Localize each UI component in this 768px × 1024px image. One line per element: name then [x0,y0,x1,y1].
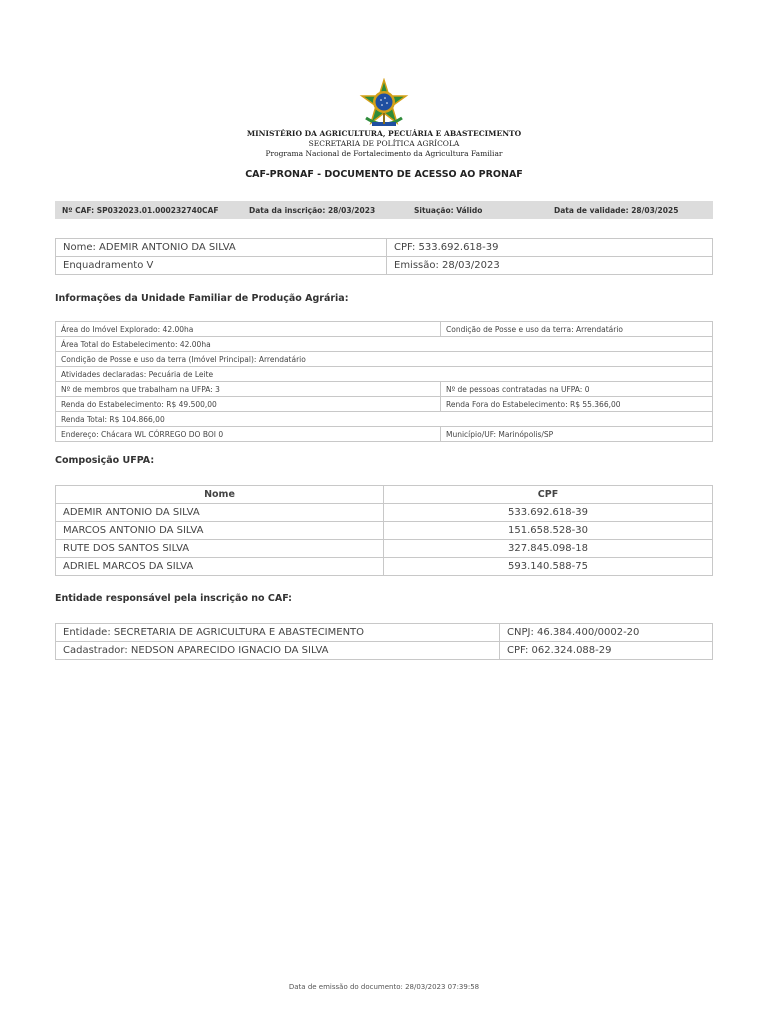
area-explored: Área do Imóvel Explorado: 42.00ha [56,322,441,337]
address: Endereço: Chácara WL CÓRREGO DO BOI 0 [56,427,441,442]
column-header-cpf: CPF [384,486,713,504]
total-income: Renda Total: R$ 104.866,00 [56,412,713,427]
info-section-title: Informações da Unidade Familiar de Produção Agrária: [55,293,349,304]
entity-name: Entidade: SECRETARIA DE AGRICULTURA E ABASTECIMENTO [56,624,500,642]
person-classification: Enquadramento V [56,257,387,275]
registrar-cpf: CPF: 062.324.088-29 [500,642,713,660]
status: Situação: Válido [414,206,483,215]
municipality: Município/UF: Marinópolis/SP [441,427,713,442]
person-table [55,238,713,275]
person-cpf: CPF: 533.692.618-39 [387,239,713,257]
working-members: Nº de membros que trabalham na UFPA: 3 [56,382,441,397]
member-name: MARCOS ANTONIO DA SILVA [56,522,384,540]
member-name: ADEMIR ANTONIO DA SILVA [56,504,384,522]
entity-cnpj: CNPJ: 46.384.400/0002-20 [500,624,713,642]
activities: Atividades declaradas: Pecuária de Leite [56,367,713,382]
program-name: Programa Nacional de Fortalecimento da Agricultura Familiar [265,149,503,158]
table-row [56,522,713,540]
ministry-name: MINISTÉRIO DA AGRICULTURA, PECUÁRIA E ABASTECIMENTO [246,129,522,138]
composition-table [55,485,713,576]
emission-footer: Data de emissão do documento: 28/03/2023 07:39:58 [288,983,480,991]
off-farm-income: Renda Fora do Estabelecimento: R$ 55.366,00 [441,397,713,412]
entity-section-title: Entidade responsável pela inscrição no CAF: [55,593,292,604]
document-title: CAF-PRONAF - DOCUMENTO DE ACESSO AO PRONAF [245,169,523,180]
person-name: Nome: ADEMIR ANTONIO DA SILVA [56,239,387,257]
table-row [56,504,713,522]
coat-of-arms-emblem [358,78,410,130]
caf-number: Nº CAF: SP032023.01.000232740CAF [62,206,219,215]
member-name: ADRIEL MARCOS DA SILVA [56,558,384,576]
farm-income: Renda do Estabelecimento: R$ 49.500,00 [56,397,441,412]
ufpa-info-table [55,321,713,442]
land-tenure: Condição de Posse e uso da terra: Arrendatário [441,322,713,337]
hired-people: Nº de pessoas contratadas na UFPA: 0 [441,382,713,397]
registrar-name: Cadastrador: NEDSON APARECIDO IGNACIO DA SILVA [56,642,500,660]
secretariat-name: SECRETARIA DE POLÍTICA AGRÍCOLA [308,139,460,148]
composition-section-title: Composição UFPA: [55,455,155,466]
validity-date: Data de validade: 28/03/2025 [554,206,679,215]
table-row [56,558,713,576]
land-tenure-main: Condição de Posse e uso da terra (Imóvel Principal): Arrendatário [56,352,713,367]
entity-table [55,623,713,660]
member-cpf: 593.140.588-75 [384,558,713,576]
member-cpf: 327.845.098-18 [384,540,713,558]
member-name: RUTE DOS SANTOS SILVA [56,540,384,558]
inscription-date: Data da inscrição: 28/03/2023 [249,206,376,215]
member-cpf: 533.692.618-39 [384,504,713,522]
member-cpf: 151.658.528-30 [384,522,713,540]
column-header-name: Nome [56,486,384,504]
summary-bar [55,201,713,219]
table-row [56,540,713,558]
person-emission: Emissão: 28/03/2023 [387,257,713,275]
area-total: Área Total do Estabelecimento: 42.00ha [56,337,713,352]
